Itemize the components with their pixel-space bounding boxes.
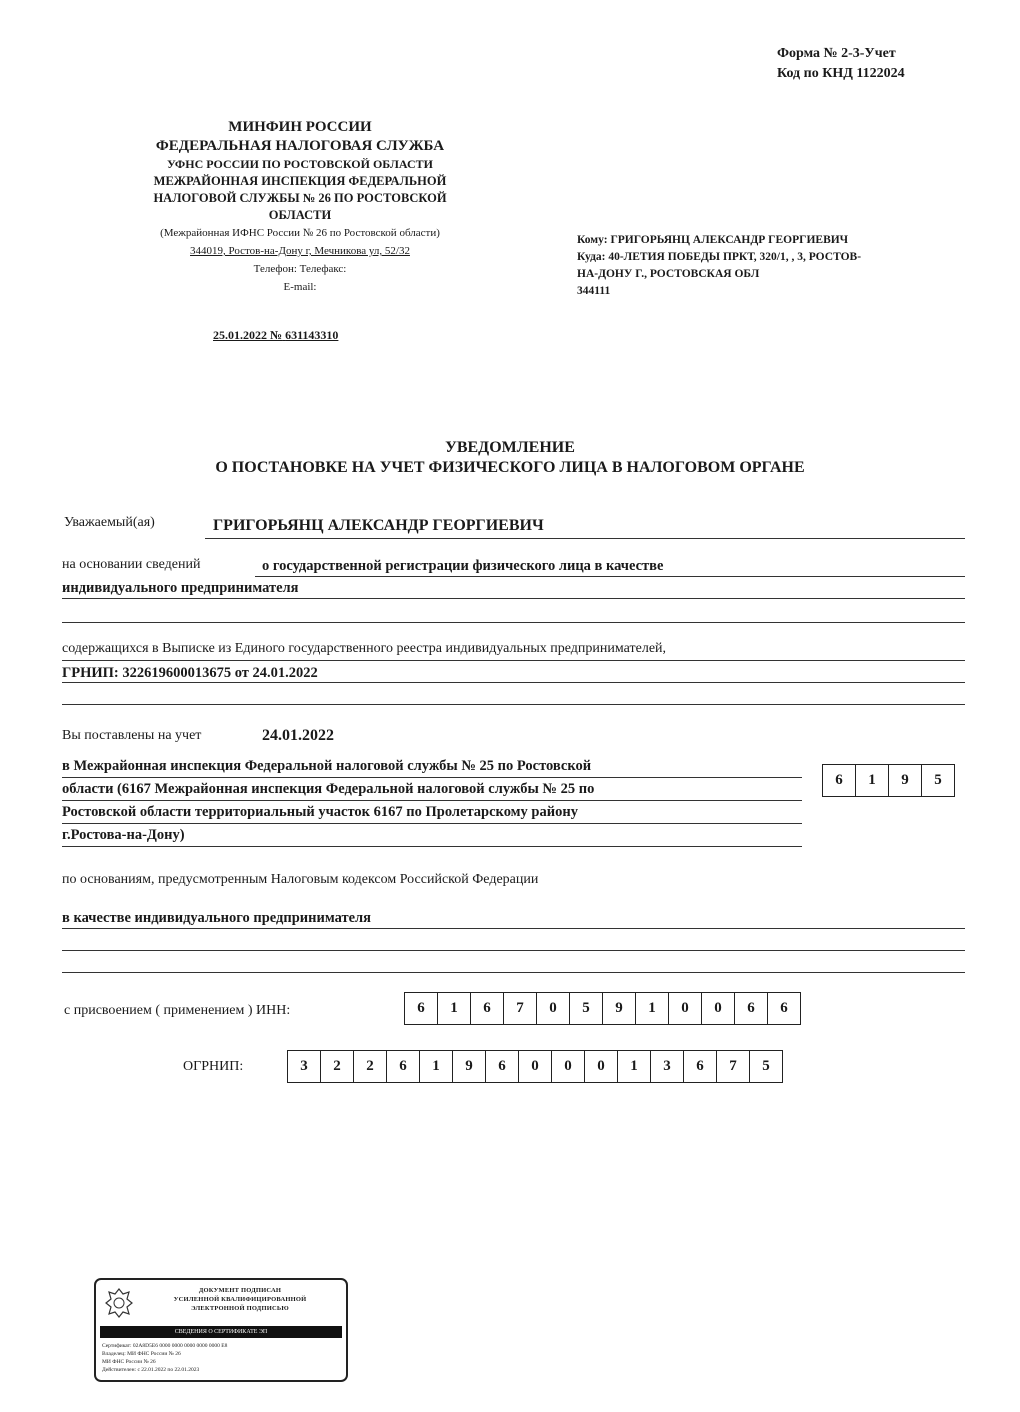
issuer-phone: Телефон: Телефакс:: [253, 263, 347, 275]
authority-line: Ростовской области территориальный участок 6167 по Пролетарскому району: [62, 801, 802, 824]
code-digit: 6: [405, 993, 438, 1024]
code-digit: 0: [702, 993, 735, 1024]
recipient-name: ГРИГОРЬЯНЦ АЛЕКСАНДР ГЕОРГИЕВИЧ: [610, 234, 849, 246]
inn-label: с присвоением ( применением ) ИНН:: [64, 1003, 291, 1018]
code-digit: 7: [504, 993, 537, 1024]
code-digit: 7: [717, 1051, 750, 1082]
form-number: Форма № 2-3-Учет: [777, 46, 896, 61]
basis-text-line-1: о государственной регистрации физического лица в качестве: [262, 558, 664, 574]
inn-boxes: [404, 992, 801, 1025]
basis-text-line-2: индивидуального предпринимателя: [62, 580, 299, 596]
grnip-line: ГРНИП: 322619600013675 от 24.01.2022: [62, 665, 318, 681]
issuer-block: [90, 118, 510, 296]
contained-line-1: [62, 641, 666, 657]
issuer-inspection-line: МЕЖРАЙОННАЯ ИНСПЕКЦИЯ ФЕДЕРАЛЬНОЙ: [153, 174, 447, 188]
issuer-email: E-mail:: [283, 281, 317, 293]
code-digit: 5: [570, 993, 603, 1024]
issuer-regional: УФНС РОССИИ ПО РОСТОВСКОЙ ОБЛАСТИ: [167, 157, 433, 171]
title-line-1: УВЕДОМЛЕНИЕ: [445, 439, 575, 456]
code-digit: 0: [669, 993, 702, 1024]
grounds-underline-3: [62, 972, 965, 973]
stamp-bar: СВЕДЕНИЯ О СЕРТИФИКАТЕ ЭП: [100, 1326, 342, 1338]
title-line-2: О ПОСТАНОВКЕ НА УЧЕТ ФИЗИЧЕСКОГО ЛИЦА В НАЛОГОВОМ ОРГАНЕ: [215, 459, 805, 476]
code-digit: 1: [856, 765, 889, 796]
code-digit: 0: [519, 1051, 552, 1082]
recipient-postcode: 344111: [577, 285, 611, 297]
basis-underline-2: [62, 598, 965, 599]
stamp-header-line: ЭЛЕКТРОННОЙ ПОДПИСЬЮ: [191, 1305, 289, 1312]
code-digit: 3: [288, 1051, 321, 1082]
basis-label: на основании сведений: [62, 557, 201, 572]
registered-label: Вы поставлены на учет: [62, 728, 202, 743]
code-digit: 6: [387, 1051, 420, 1082]
grounds-text: в качестве индивидуального предпринимателя: [62, 910, 372, 926]
reference-number-sign: №: [270, 328, 283, 342]
basis-underline-1: [255, 576, 965, 577]
authority-line: г.Ростова-на-Дону): [62, 824, 802, 847]
contained-underline-2: [62, 682, 965, 683]
grounds-underline-2: [62, 950, 965, 951]
reference-line: [213, 328, 338, 343]
authority-line: в Межрайонная инспекция Федеральной налоговой службы № 25 по Ростовской: [62, 755, 802, 778]
recipient-to-label: Кому:: [577, 234, 608, 246]
stamp-header-line: ДОКУМЕНТ ПОДПИСАН: [198, 1287, 282, 1294]
code-digit: 2: [321, 1051, 354, 1082]
code-digit: 3: [651, 1051, 684, 1082]
stamp-row: Сертификат: 02A8D5E6 0000 0000 0000 0000 0000 E8: [102, 1343, 228, 1349]
respected-label: Уважаемый(ая): [64, 515, 155, 530]
document-title: [0, 438, 1020, 478]
issuer-ministry: МИНФИН РОССИИ: [228, 119, 372, 135]
basis-underline-3: [62, 622, 965, 623]
contained-underline-1: [62, 660, 965, 661]
code-digit: 9: [889, 765, 922, 796]
code-digit: 6: [823, 765, 856, 796]
code-digit: 6: [486, 1051, 519, 1082]
code-digit: 1: [636, 993, 669, 1024]
code-digit: 9: [603, 993, 636, 1024]
person-name: ГРИГОРЬЯНЦ АЛЕКСАНДР ГЕОРГИЕВИЧ: [213, 517, 544, 534]
stamp-row: МИ ФНС России № 26: [102, 1359, 156, 1365]
grounds-label: по основаниям, предусмотренным Налоговым кодексом Российской Федерации: [62, 872, 539, 887]
recipient-address-line: НА-ДОНУ Г., РОСТОВСКАЯ ОБЛ: [577, 268, 760, 280]
grounds-underline-1: [62, 928, 965, 929]
stamp-header-line: УСИЛЕННОЙ КВАЛИФИЦИРОВАННОЙ: [173, 1296, 307, 1303]
authority-block: [62, 755, 802, 847]
code-digit: 5: [934, 772, 942, 788]
code-digit: 1: [420, 1051, 453, 1082]
contained-text: содержащихся в Выписке из Единого государственного реестра индивидуальных предпринимателей,: [62, 641, 667, 656]
recipient-address-line: Куда: 40-ЛЕТИЯ ПОБЕДЫ ПРКТ, 320/1, , 3, РОСТОВ-: [577, 251, 862, 263]
knd-code: Код по КНД 1122024: [777, 66, 905, 81]
form-code-block: [777, 44, 905, 84]
code-digit: 9: [453, 1051, 486, 1082]
registered-date: 24.01.2022: [262, 727, 334, 744]
code-digit: 6: [735, 993, 768, 1024]
authority-line: области (6167 Межрайонная инспекция Федеральной налоговой службы № 25 по: [62, 778, 802, 801]
code-digit: 6: [780, 1000, 788, 1016]
code-digit: 1: [618, 1051, 651, 1082]
code-digit: 1: [438, 993, 471, 1024]
stamp-header: [140, 1286, 340, 1313]
issuer-address: 344019, Ростов-на-Дону г, Мечникова ул, 52/32: [190, 245, 410, 257]
code-digit: 0: [552, 1051, 585, 1082]
reference-number: 631143310: [285, 328, 339, 342]
code-digit: 6: [471, 993, 504, 1024]
person-name-underline: [205, 538, 965, 539]
code-digit: 6: [684, 1051, 717, 1082]
contained-underline-3: [62, 704, 965, 705]
recipient-line: [577, 232, 937, 249]
stamp-row: Действителен: с 22.01.2022 по 22.01.2023: [102, 1367, 200, 1373]
e-signature-stamp: [94, 1278, 348, 1382]
issuer-inspection-line: НАЛОГОВОЙ СЛУЖБЫ № 26 ПО РОСТОВСКОЙ: [153, 191, 447, 205]
issuer-inspection-line: ОБЛАСТИ: [268, 208, 332, 222]
issuer-short-name: (Межрайонная ИФНС России № 26 по Ростовской области): [160, 227, 440, 239]
ogrnip-boxes: [287, 1050, 783, 1083]
recipient-block: [577, 232, 937, 300]
reference-date: 25.01.2022: [213, 328, 267, 342]
code-digit: 5: [762, 1058, 770, 1074]
code-digit: 2: [354, 1051, 387, 1082]
state-emblem-icon: [102, 1286, 136, 1320]
ogrnip-label: ОГРНИП:: [183, 1059, 244, 1074]
stamp-row: Владелец: МИ ФНС России № 26: [102, 1351, 181, 1357]
code-digit: 0: [537, 993, 570, 1024]
authority-code-boxes: [822, 764, 955, 797]
issuer-service: ФЕДЕРАЛЬНАЯ НАЛОГОВАЯ СЛУЖБА: [155, 138, 445, 154]
code-digit: 0: [585, 1051, 618, 1082]
